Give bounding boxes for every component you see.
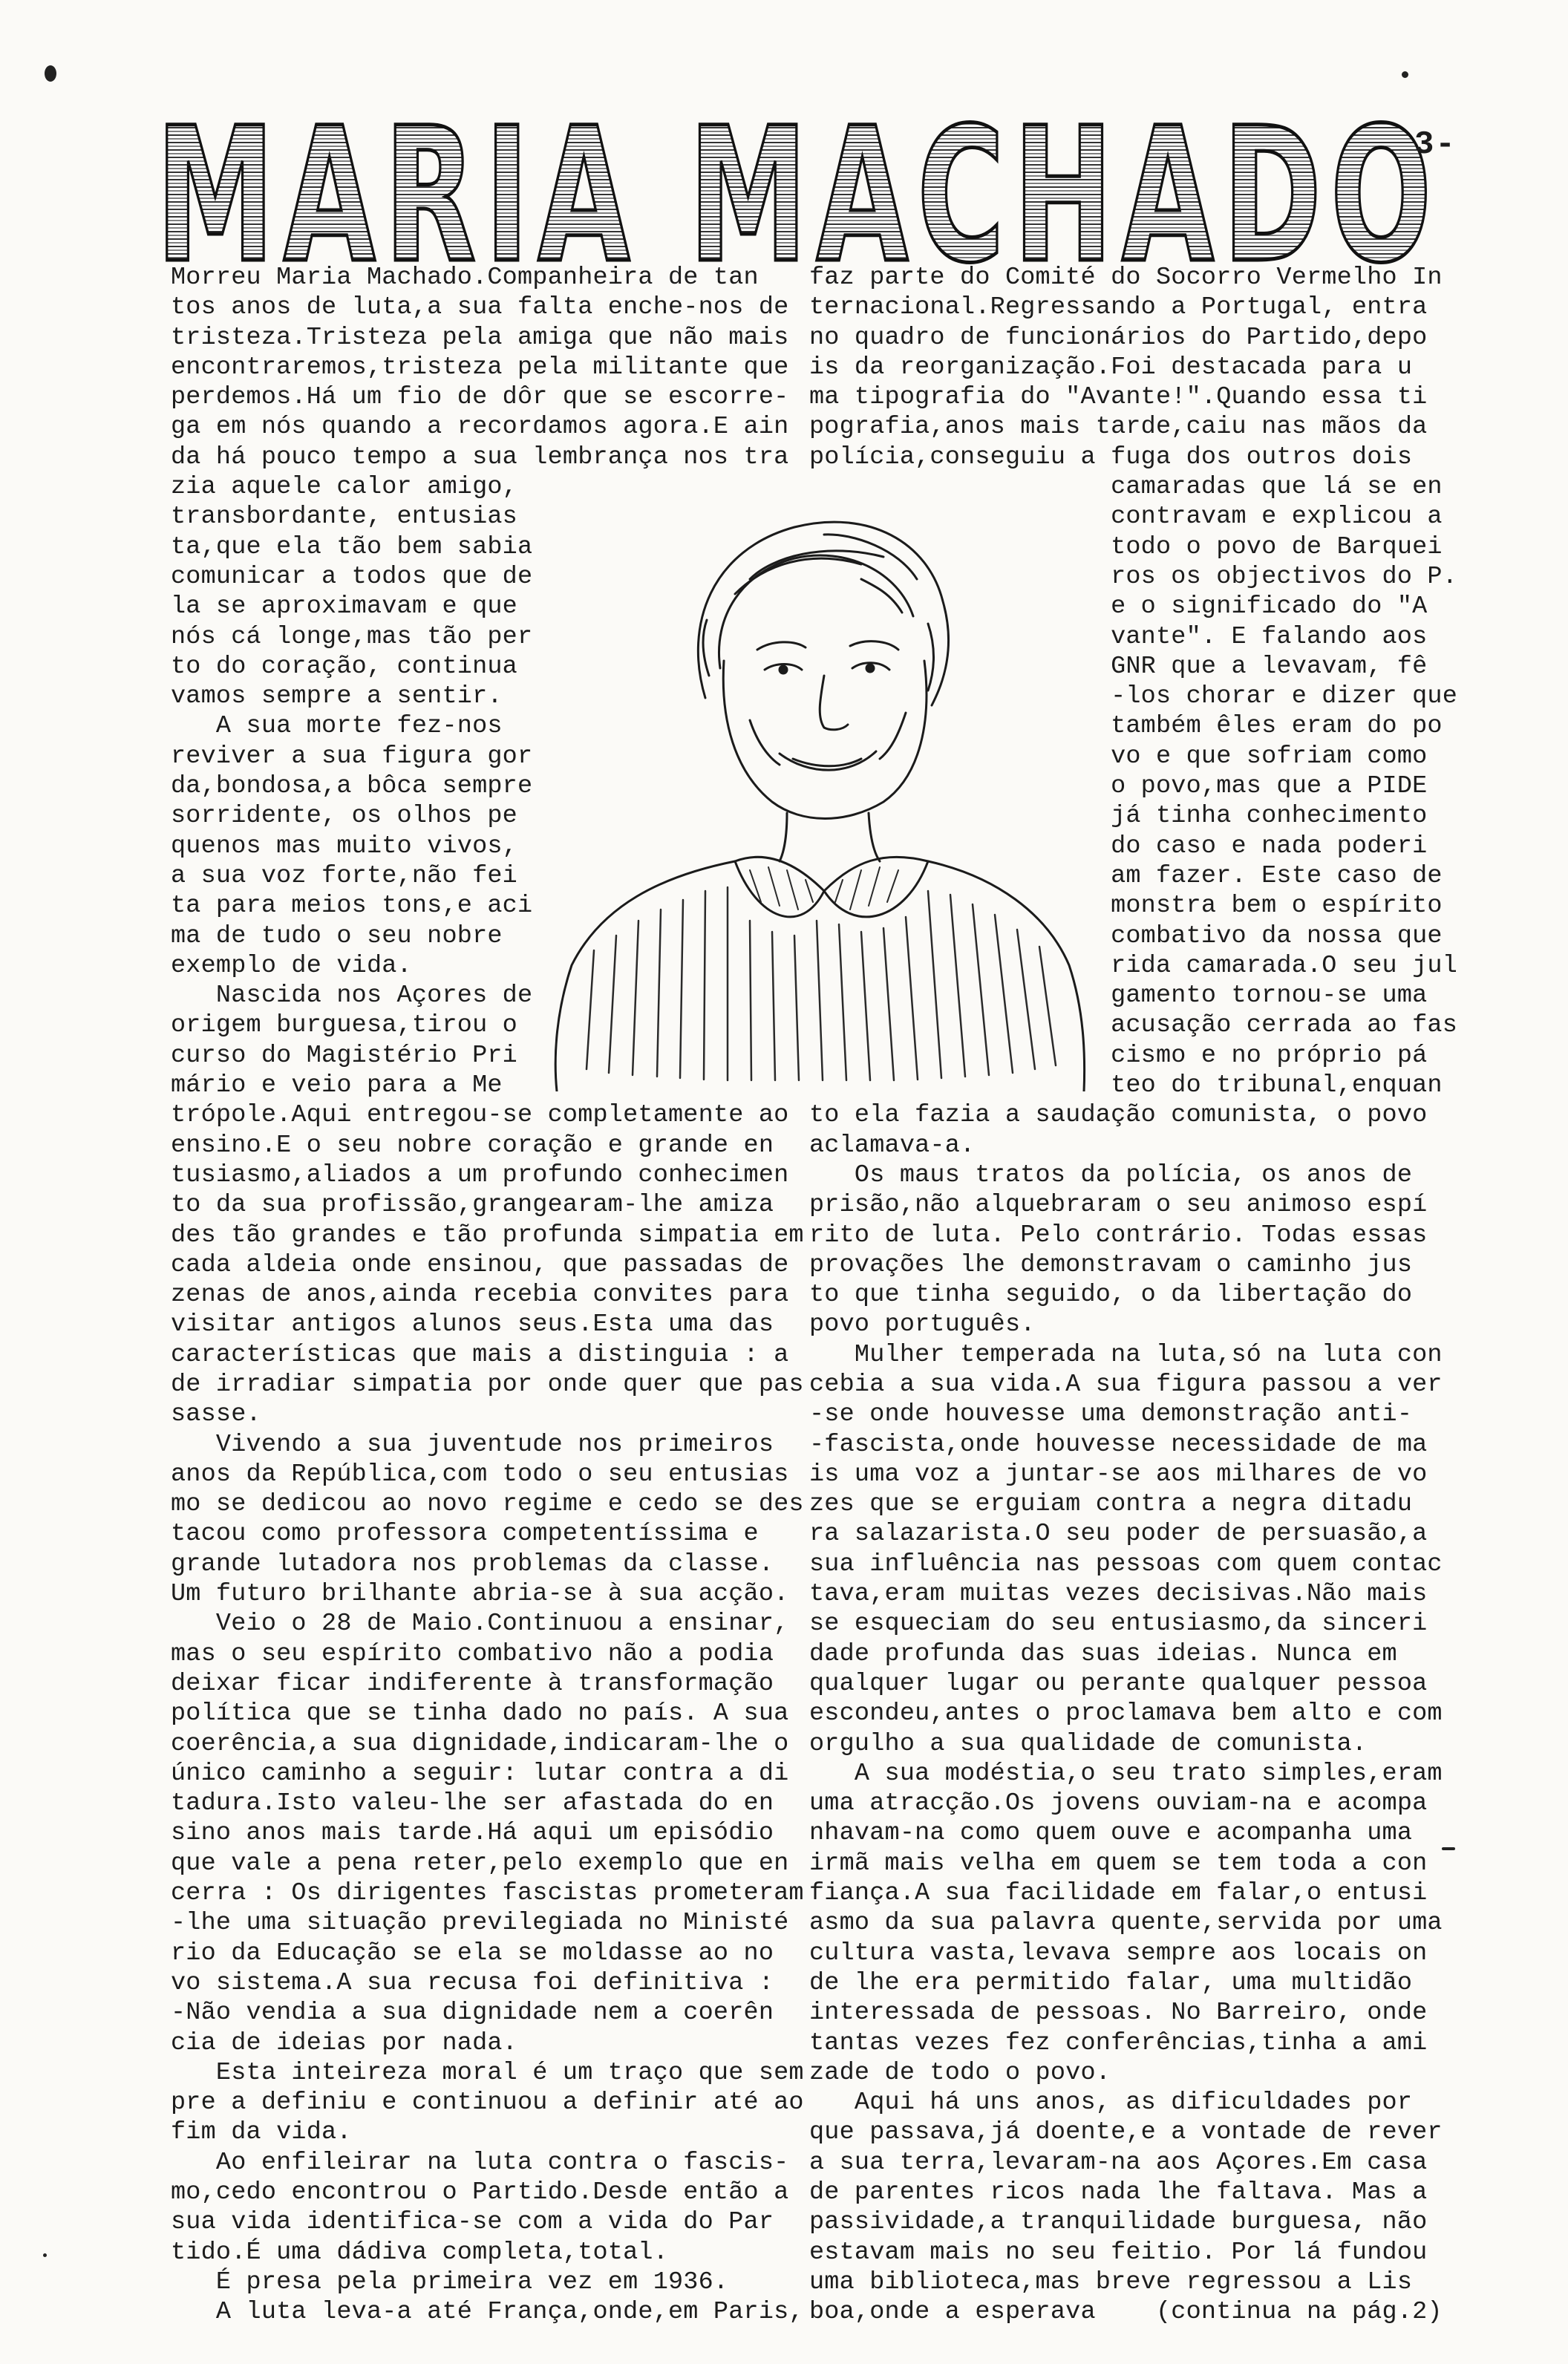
article-line: estavam mais no seu feitio. Por lá fundou: [809, 2238, 1428, 2267]
article-line: sua influência nas pessoas com quem contac: [809, 1550, 1443, 1578]
article-line: tido.É uma dádiva completa,total.: [171, 2238, 669, 2267]
article-column-right: [809, 263, 1463, 2327]
article-line: rito de luta. Pelo contrário. Todas essas: [809, 1221, 1428, 1250]
article-line: perdemos.Há um fio de dôr que se escorre-: [171, 383, 789, 412]
article-line: des tão grandes e tão profunda simpatia em: [171, 1221, 804, 1250]
article-line: irmã mais velha em quem se tem toda a con: [809, 1849, 1428, 1878]
article-line: ma tipografia do "Avante!".Quando essa ti: [809, 383, 1428, 412]
article-line: GNR que a levavam, fê: [809, 652, 1428, 681]
article-line: do caso e nada poderi: [809, 832, 1428, 861]
article-line: -fascista,onde houvesse necessidade de ma: [809, 1430, 1428, 1459]
article-line: tos anos de luta,a sua falta enche-nos de: [171, 293, 789, 322]
article-line: Um futuro brilhante abria-se à sua acção.: [171, 1580, 789, 1609]
article-line: to que tinha seguido, o da libertação do: [809, 1281, 1413, 1310]
article-line: ternacional.Regressando a Portugal, entra: [809, 293, 1428, 322]
article-line: mário e veio para a Me: [171, 1071, 503, 1100]
article-line: is da reorganização.Foi destacada para u: [809, 353, 1413, 382]
article-line: cerra : Os dirigentes fascistas prometeram: [171, 1879, 804, 1908]
article-line: já tinha conhecimento: [809, 802, 1428, 831]
article-line: curso do Magistério Pri: [171, 1041, 517, 1070]
article-line: vante". E falando aos: [809, 622, 1428, 651]
article-line: exemplo de vida.: [171, 951, 412, 980]
article-line: combativo da nossa que: [809, 921, 1443, 950]
article-line: uma biblioteca,mas breve regressou a Lis: [809, 2267, 1413, 2296]
article-line: Os maus tratos da polícia, os anos de: [809, 1160, 1413, 1189]
article-line: qualquer lugar ou perante qualquer pessoa: [809, 1669, 1428, 1698]
article-line: rida camarada.O seu jul: [809, 951, 1458, 980]
article-line: o povo,mas que a PIDE: [809, 772, 1428, 801]
article-line: deixar ficar indiferente à transformação: [171, 1669, 774, 1698]
article-line: am fazer. Este caso de: [809, 861, 1443, 890]
article-line: monstra bem o espírito: [809, 892, 1443, 921]
article-line: tusiasmo,aliados a um profundo conhecimen: [171, 1160, 789, 1189]
article-line: tava,eram muitas vezes decisivas.Não mais: [809, 1580, 1428, 1609]
article-line: vo e que sofriam como: [809, 742, 1428, 771]
article-line: to do coração, continua: [171, 652, 517, 681]
article-line: mas o seu espírito combativo não a podia: [171, 1639, 774, 1668]
article-line: zes que se erguiam contra a negra ditadu: [809, 1490, 1413, 1519]
article-line: mo,cedo encontrou o Partido.Desde então a: [171, 2178, 789, 2207]
article-line: quenos mas muito vivos,: [171, 832, 517, 861]
article-line: camaradas que lá se en: [809, 473, 1443, 502]
article-line: tadura.Isto valeu-lhe ser afastada do en: [171, 1789, 774, 1818]
ink-speck: [1402, 71, 1408, 78]
article-line: características que mais a distinguia : a: [171, 1340, 789, 1369]
article-line: povo português.: [809, 1310, 1036, 1339]
article-line: Aqui há uns anos, as dificuldades por: [809, 2089, 1413, 2118]
masthead-title: [148, 104, 1455, 282]
article-line: zia aquele calor amigo,: [171, 473, 517, 502]
article-line: vo sistema.A sua recusa foi definitiva :: [171, 1968, 774, 1997]
article-line: e o significado do "A: [809, 592, 1428, 621]
article-line: transbordante, entusias: [171, 503, 517, 532]
article-line: política que se tinha dado no país. A sua: [171, 1699, 789, 1728]
article-line: ga em nós quando a recordamos agora.E ain: [171, 413, 789, 442]
article-line: coerência,a sua dignidade,indicaram-lhe o: [171, 1729, 789, 1758]
article-line: faz parte do Comité do Socorro Vermelho In: [809, 264, 1443, 292]
article-line: ta,que ela tão bem sabia: [171, 532, 533, 561]
masthead-text: MARIA MACHADO: [156, 104, 1440, 282]
article-line: ensino.E o seu nobre coração e grande en: [171, 1131, 774, 1160]
article-line: aclamava-a.: [809, 1131, 976, 1160]
article-line: asmo da sua palavra quente,servida por uma: [809, 1909, 1443, 1938]
article-line: cia de ideias por nada.: [171, 2028, 517, 2057]
article-line: sasse.: [171, 1400, 261, 1429]
article-line: ros os objectivos do P.: [809, 562, 1458, 591]
article-line: vamos sempre a sentir.: [171, 682, 503, 711]
article-line: Morreu Maria Machado.Companheira de tan: [171, 264, 759, 292]
article-line: orgulho a sua qualidade de comunista.: [809, 1729, 1368, 1758]
article-line: tristeza.Tristeza pela amiga que não mais: [171, 323, 789, 352]
article-line: tantas vezes fez conferências,tinha a ami: [809, 2028, 1428, 2057]
article-line: nós cá longe,mas tão per: [171, 622, 533, 651]
article-line: acusação cerrada ao fas: [809, 1011, 1458, 1040]
article-line: A sua morte fez-nos: [171, 712, 503, 741]
article-line: la se aproximavam e que: [171, 592, 517, 621]
article-line: visitar antigos alunos seus.Esta uma das: [171, 1310, 774, 1339]
article-line: fiança.A sua facilidade em falar,o entusi: [809, 1879, 1428, 1908]
article-line: sorridente, os olhos pe: [171, 802, 517, 831]
article-line: dade profunda das suas ideias. Nunca em: [809, 1639, 1397, 1668]
ink-speck: [45, 65, 56, 82]
article-line: pografia,anos mais tarde,caiu nas mãos da: [809, 413, 1428, 442]
article-line: trópole.Aqui entregou-se completamente ao: [171, 1101, 789, 1130]
ink-speck: [43, 2253, 47, 2257]
article-line: Veio o 28 de Maio.Continuou a ensinar,: [171, 1610, 789, 1639]
article-line: passividade,a tranquilidade burguesa, não: [809, 2208, 1428, 2237]
article-column-left: [171, 263, 804, 2327]
article-line: da há pouco tempo a sua lembrança nos tra: [171, 443, 789, 471]
article-line: É presa pela primeira vez em 1936.: [171, 2267, 729, 2296]
article-line: cultura vasta,levava sempre aos locais on: [809, 1939, 1428, 1968]
article-line: se esqueciam do seu entusiasmo,da sinceri: [809, 1610, 1428, 1639]
article-line: origem burguesa,tirou o: [171, 1011, 517, 1040]
article-line: uma atracção.Os jovens ouviam-na e acompa: [809, 1789, 1428, 1818]
article-line: nhavam-na como quem ouve e acompanha uma: [809, 1819, 1413, 1848]
article-line: interessada de pessoas. No Barreiro, onde: [809, 1999, 1428, 2028]
article-line: grande lutadora nos problemas da classe.: [171, 1550, 774, 1578]
article-line: comunicar a todos que de: [171, 562, 533, 591]
article-line: fim da vida.: [171, 2118, 352, 2147]
article-line: boa,onde a esperava (continua na pág.2): [809, 2298, 1443, 2327]
article-line: Nascida nos Açores de: [171, 982, 533, 1010]
article-line: Vivendo a sua juventude nos primeiros: [171, 1430, 774, 1459]
article-line: rio da Educação se ela se moldasse ao no: [171, 1939, 774, 1968]
article-line: sino anos mais tarde.Há aqui um episódio: [171, 1819, 774, 1848]
article-line: de irradiar simpatia por onde quer que pas: [171, 1370, 804, 1399]
article-line: pre a definiu e continuou a definir até ao: [171, 2089, 804, 2118]
article-line: Mulher temperada na luta,só na luta con: [809, 1340, 1443, 1369]
article-line: de lhe era permitido falar, uma multidão: [809, 1968, 1413, 1997]
article-line: no quadro de funcionários do Partido,depo: [809, 323, 1428, 352]
article-line: a sua terra,levaram-na aos Açores.Em casa: [809, 2148, 1428, 2177]
article-line: mo se dedicou ao novo regime e cedo se des: [171, 1490, 804, 1519]
article-line: A sua modéstia,o seu trato simples,eram: [809, 1759, 1443, 1788]
article-line: zade de todo o povo.: [809, 2058, 1111, 2087]
article-line: cada aldeia onde ensinou, que passadas de: [171, 1250, 789, 1279]
article-line: a sua voz forte,não fei: [171, 861, 517, 890]
article-line: cismo e no próprio pá: [809, 1041, 1428, 1070]
article-line: to da sua profissão,grangearam-lhe amiza: [171, 1191, 774, 1220]
article-line: que vale a pena reter,pelo exemplo que en: [171, 1849, 789, 1878]
article-line: teo do tribunal,enquan: [809, 1071, 1443, 1100]
article-line: prisão,não alquebraram o seu animoso espí: [809, 1191, 1428, 1220]
article-line: is uma voz a juntar-se aos milhares de vo: [809, 1460, 1428, 1489]
article-line: anos da República,com todo o seu entusias: [171, 1460, 789, 1489]
article-line: -lhe uma situação previlegiada no Ministé: [171, 1909, 789, 1938]
article-line: A luta leva-a até França,onde,em Paris,: [171, 2298, 804, 2327]
article-line: Ao enfileirar na luta contra o fascis-: [171, 2148, 789, 2177]
article-line: -se onde houvesse uma demonstração anti-: [809, 1400, 1413, 1429]
article-line: ta para meios tons,e aci: [171, 892, 533, 921]
article-line: tacou como professora competentíssima e: [171, 1520, 759, 1549]
article-line: contravam e explicou a: [809, 503, 1443, 532]
article-line: gamento tornou-se uma: [809, 982, 1428, 1010]
article-line: de parentes ricos nada lhe faltava. Mas a: [809, 2178, 1428, 2207]
article-line: cebia a sua vida.A sua figura passou a ver: [809, 1370, 1443, 1399]
article-line: encontraremos,tristeza pela militante que: [171, 353, 789, 382]
article-line: sua vida identifica-se com a vida do Par: [171, 2208, 774, 2237]
page-number: 3-: [1414, 126, 1457, 163]
article-line: reviver a sua figura gor: [171, 742, 533, 771]
article-line: também êles eram do po: [809, 712, 1443, 741]
article-line: zenas de anos,ainda recebia convites para: [171, 1281, 789, 1310]
article-line: escondeu,antes o proclamava bem alto e com: [809, 1699, 1443, 1728]
article-line: polícia,conseguiu a fuga dos outros dois: [809, 443, 1413, 471]
article-line: único caminho a seguir: lutar contra a di: [171, 1759, 789, 1788]
article-line: que passava,já doente,e a vontade de rever: [809, 2118, 1443, 2147]
article-line: da,bondosa,a bôca sempre: [171, 772, 533, 801]
article-line: -Não vendia a sua dignidade nem a coerên: [171, 1999, 774, 2028]
article-line: to ela fazia a saudação comunista, o povo: [809, 1101, 1428, 1130]
article-line: ma de tudo o seu nobre: [171, 921, 503, 950]
article-line: todo o povo de Barquei: [809, 532, 1443, 561]
article-line: provações lhe demonstravam o caminho jus: [809, 1250, 1413, 1279]
article-line: -los chorar e dizer que: [809, 682, 1458, 711]
article-line: Esta inteireza moral é um traço que sem: [171, 2058, 804, 2087]
article-line: ra salazarista.O seu poder de persuasão,a: [809, 1520, 1428, 1549]
